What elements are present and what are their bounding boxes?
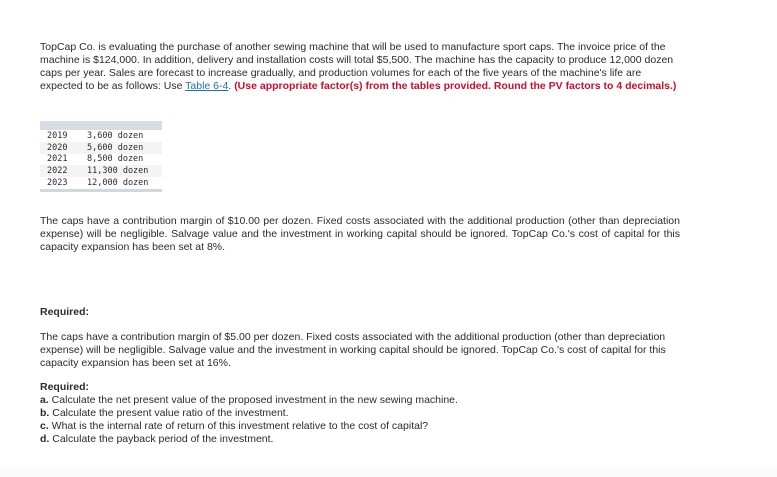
year-cell: 2021 <box>47 154 68 165</box>
list-item <box>40 433 458 446</box>
year-cell: 2023 <box>47 177 68 188</box>
list-item <box>40 420 458 433</box>
year-cell: 2020 <box>40 142 87 154</box>
volume-cell: 5,600 dozen <box>87 142 162 154</box>
table-header-bar <box>40 121 162 130</box>
volume-cell: 3,600 dozen <box>87 130 144 141</box>
table-row <box>40 130 162 142</box>
task-text: Calculate the present value ratio of the investment. <box>49 407 289 419</box>
table-row <box>40 154 162 166</box>
intro-paragraph <box>40 41 680 93</box>
list-item <box>40 407 458 420</box>
task-text: Calculate the payback period of the investment. <box>49 433 274 445</box>
table-row <box>40 165 162 177</box>
production-table <box>40 130 162 189</box>
required-task-list <box>40 394 458 446</box>
intro-after-link: . <box>228 80 235 92</box>
intro-text: TopCap Co. is evaluating the purchase of another sewing machine that will be used to manufacture sport caps. The invoice price of the machine is $124,000. In addition, delivery and installation costs will total $5,500. The machine has the capacity to produce 12,000 dozen caps per year. Sales are forecast to increase gradually, and production volumes for each of the five years of the machine's life are expected to be as follows: Use <box>40 41 674 92</box>
table-footer-bar <box>40 189 162 192</box>
volume-cell: 12,000 dozen <box>87 177 149 188</box>
required-heading-1: Required: <box>40 306 90 318</box>
volume-cell: 11,300 dozen <box>87 165 162 177</box>
instruction-note: (Use appropriate factor(s) from the tables provided. Round the PV factors to 4 decimals.) <box>234 80 677 92</box>
list-item <box>40 394 458 407</box>
year-cell: 2022 <box>40 165 87 177</box>
task-letter: d. <box>40 433 50 445</box>
task-text: What is the internal rate of return of this investment relative to the cost of capital? <box>48 420 429 432</box>
required-heading-2: Required: <box>40 381 90 393</box>
task-letter: b. <box>40 407 50 419</box>
table-row <box>40 177 162 189</box>
task-letter: a. <box>40 394 49 406</box>
task-text: Calculate the net present value of the proposed investment in the new sewing machine. <box>48 394 458 406</box>
contribution-margin-paragraph-2: The caps have a contribution margin of $5.00 per dozen. Fixed costs associated with the additional production (other than depreciation expense) will be negligible. Salvage value and the investment in working capital should be ignored. TopCap Co.'s cost of capital for this capacity expansion has been set at 16%. <box>40 331 666 369</box>
production-volume-table <box>40 121 162 192</box>
page-bottom-divider <box>0 469 777 477</box>
task-letter: c. <box>40 420 49 432</box>
contribution-margin-paragraph-1: The caps have a contribution margin of $10.00 per dozen. Fixed costs associated with the additional production (other than depreciation expense) will be negligible. Salvage value and the investment in working capital should be ignored. TopCap Co.'s cost of capital for this capacity expansion has been set at 8%. <box>40 215 680 253</box>
table-6-4-link[interactable]: Table 6-4 <box>185 80 229 92</box>
volume-cell: 8,500 dozen <box>87 154 144 165</box>
table-row <box>40 142 162 154</box>
year-cell: 2019 <box>47 130 68 141</box>
